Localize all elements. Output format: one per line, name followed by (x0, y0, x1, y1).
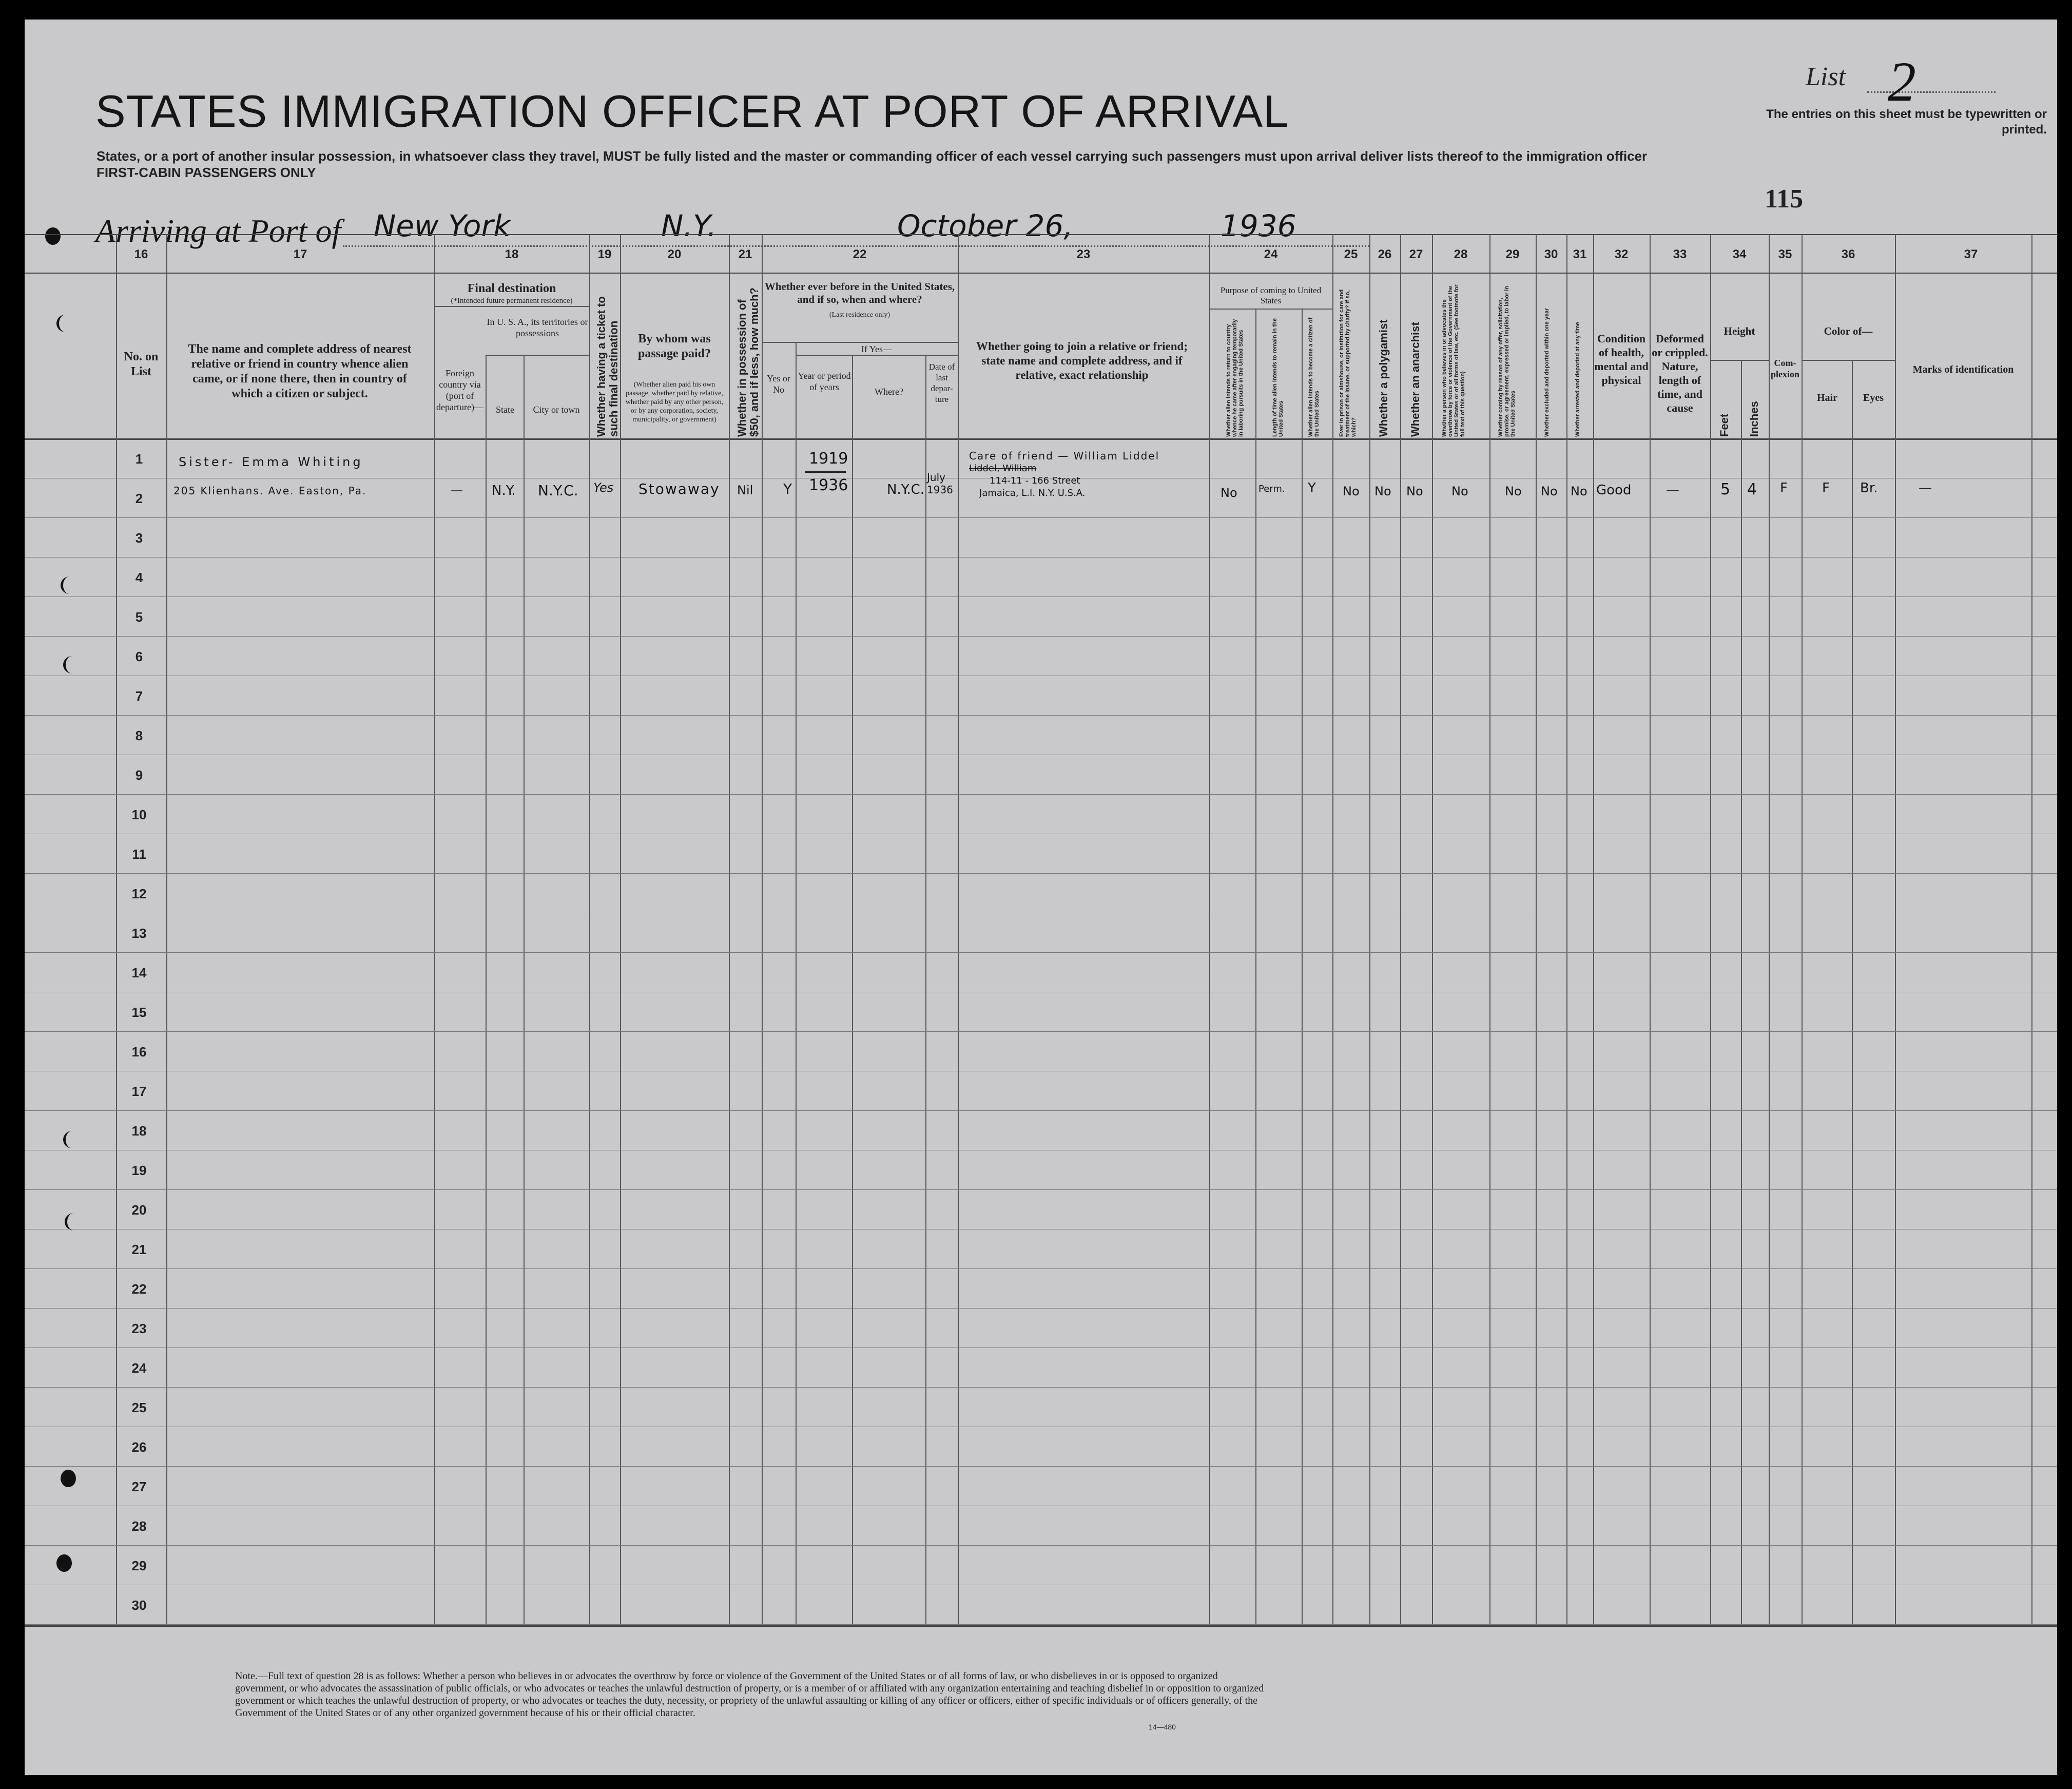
entry1-eyes: Br. (1860, 480, 1878, 496)
row-number: 11 (132, 847, 146, 862)
col-divider (1536, 234, 1537, 1625)
header-anarchist: Whether an anarchist (1409, 322, 1422, 437)
header-if-yes: If Yes— (861, 344, 892, 354)
row-number: 29 (131, 1558, 147, 1573)
col-number-29: 29 (1505, 247, 1520, 261)
entry1-year-divider (805, 471, 846, 473)
row-rule (25, 1624, 2057, 1625)
entry1-hair: F (1822, 480, 1830, 496)
entry1-year2: 1936 (809, 476, 848, 494)
col-divider (852, 355, 853, 1625)
header-possession-50: Whether in possession of $50, and if less, how much? (735, 287, 761, 437)
header-yes-no: Yes or No (767, 373, 790, 395)
row-number: 30 (131, 1598, 147, 1613)
col-divider (1332, 234, 1333, 1625)
row-number: 6 (135, 649, 143, 664)
col-divider (1255, 309, 1256, 1625)
header-height: Height (1724, 325, 1755, 337)
col-number-19: 19 (597, 247, 612, 261)
entry1-q25: No (1343, 484, 1360, 498)
entry1-foreign: — (451, 483, 463, 497)
list-underline (1867, 91, 1996, 93)
entry1-money: Nil (737, 483, 753, 497)
col-divider (1741, 360, 1742, 1625)
page-title: STATES IMMIGRATION OFFICER AT PORT OF ARRIVAL (95, 86, 1289, 137)
row-number: 7 (135, 688, 143, 704)
row-rule (25, 636, 2057, 637)
header-q28: Whether a person who believes in or advocates the overthrow by force or violence of the Government of the United States or of all forms of law, etc. (See footnote for full text of this question) (1441, 284, 1466, 437)
col-divider (1710, 234, 1711, 1625)
col-number-32: 32 (1614, 247, 1629, 261)
header-by-whom-note: (Whether alien paid his own passage, whether paid by relative, whether paid by any other person, or by any corporation, society, municipality, or government) (625, 381, 724, 424)
col-divider (2031, 234, 2032, 1625)
row-number: 26 (131, 1439, 147, 1455)
manifest-sheet (25, 20, 2057, 1775)
entries-note: The entries on this sheet must be typewritten or printed. (1766, 107, 2047, 137)
entry1-join-line2: Liddel, William (969, 463, 1037, 474)
row-number: 10 (131, 807, 147, 822)
header-prison: Ever in prison or almshouse, or institution for care and treatment of the insane, or supported by charity? If so, which? (1339, 289, 1357, 437)
subtitle-line-1: States, or a port of another insular possession, in whatsoever class they travel, MUST be fully listed and the master or commanding officer of each vessel carrying such passengers must upon arrival deliver lists thereof to the immigration officer (96, 148, 1648, 164)
entry1-passage: Stowaway (638, 480, 720, 497)
header-deformed: Deformed or crippled. Nature, length of time, and cause (1652, 332, 1708, 414)
entry1-yes-no: Y (783, 480, 792, 497)
manifest-table (25, 234, 2057, 1630)
col-divider (1802, 234, 1803, 1625)
table-bottom-rule (25, 1625, 2057, 1627)
row-number: 14 (131, 965, 147, 980)
row-rule (25, 794, 2057, 795)
row-number: 17 (131, 1084, 147, 1099)
col-number-23: 23 (1076, 247, 1091, 261)
entry1-q27: No (1406, 484, 1423, 498)
row-number: 25 (131, 1400, 147, 1415)
entry1-purpose-b: Perm. (1258, 484, 1285, 494)
column-number-rule (25, 273, 2057, 274)
header-marks: Marks of identification (1912, 364, 2014, 375)
header-date-last-departure: Date of last depar-ture (928, 362, 955, 404)
header-q30: Whether excluded and deported within one year (1544, 308, 1550, 437)
row-rule (25, 1308, 2057, 1309)
col-number-24: 24 (1264, 247, 1278, 261)
subtitle (96, 148, 1790, 181)
col-number-27: 27 (1409, 247, 1423, 261)
header-before-in-us: Whether ever before in the United States, and if so, when and where? (764, 280, 955, 305)
header-hair: Hair (1817, 392, 1837, 403)
row-number: 22 (131, 1281, 147, 1297)
col-divider (1895, 234, 1896, 1625)
col-number-20: 20 (667, 247, 682, 261)
row-rule (25, 873, 2057, 874)
col-divider (166, 234, 167, 1625)
header-final-destination-note: (*Intended future permanent residence) (451, 297, 573, 305)
row-number: 28 (131, 1518, 147, 1534)
state-value: N.Y. (661, 208, 717, 243)
entry1-q28: No (1451, 484, 1468, 498)
col-number-21: 21 (738, 247, 752, 261)
header-no-on-list: No. on List (124, 350, 159, 378)
col-divider (1209, 234, 1210, 1625)
subheader-rule (1710, 360, 1769, 361)
col-number-35: 35 (1778, 247, 1792, 261)
entry1-q29: No (1505, 484, 1522, 498)
header-purpose-b: Length of time alien intends to remain in the United States (1272, 318, 1284, 437)
entry1-q30: No (1541, 484, 1558, 498)
col-divider (925, 355, 926, 1625)
entry1-complexion: F (1780, 480, 1788, 496)
col-divider (1489, 234, 1490, 1625)
header-bottom-rule (25, 438, 2057, 440)
subheader-rule (486, 355, 589, 356)
entry1-departure: July 1936 (927, 471, 953, 496)
entry1-relative-line1: Sister- Emma Whiting (179, 455, 363, 469)
col-number-25: 25 (1344, 247, 1358, 261)
col-number-33: 33 (1673, 247, 1687, 261)
header-where: Where? (875, 387, 903, 397)
row-number: 24 (131, 1360, 147, 1376)
col-divider (434, 234, 435, 1625)
row-number: 16 (131, 1044, 147, 1060)
col-divider (620, 234, 621, 1625)
row-number: 3 (135, 530, 143, 546)
entry1-feet: 5 (1720, 480, 1731, 498)
header-foreign-country: Foreign country via (port of departure)— (436, 368, 483, 412)
row-rule (25, 1110, 2057, 1111)
row-number: 5 (135, 609, 143, 625)
col-divider (958, 234, 959, 1625)
row-rule (25, 1268, 2057, 1269)
header-purpose: Purpose of coming to United States (1220, 285, 1322, 305)
header-city: City or town (533, 405, 580, 415)
header-year-period: Year or period of years (798, 371, 851, 392)
date-value: October 26, (897, 208, 1073, 243)
col-divider (1432, 234, 1433, 1625)
entry1-q26: No (1374, 484, 1391, 498)
col-divider (1369, 234, 1370, 1625)
col-number-30: 30 (1544, 247, 1558, 261)
col-number-34: 34 (1732, 247, 1747, 261)
row-number: 8 (135, 728, 143, 743)
entry1-deformed: — (1666, 483, 1679, 498)
entry1-health: Good (1596, 483, 1632, 498)
header-q31: Whether arrested and deported at any time (1575, 322, 1581, 437)
col-divider (1400, 234, 1401, 1625)
footnote-q28: Note.—Full text of question 28 is as follows: Whether a person who believes in or advocates the overthrow by force or violence of the Government of the United States or of all forms of law, or who disbelieves in or is opposed to organized government, or who advocates the assassination of public officials, or who advocates or teaches the unlawful destruction of property, or is a member of or affiliated with any organization entertaining and teaching disbelief in or opposition to organized government or which teaches the unlawful destruction of property, or who advocates or teaches the duty, necessity, or propriety of the unlawful assaulting or killing of any officer or officers, either of specific individuals or of officers generally, of the Government of the United States or of any other organized government because of his or their official character. (235, 1670, 1264, 1719)
entry1-q31: No (1571, 484, 1587, 498)
row-rule (25, 952, 2057, 953)
entry1-join-line4: Jamaica, L.I. N.Y. U.S.A. (979, 488, 1086, 498)
entry1-state: N.Y. (492, 483, 516, 498)
col-number-37: 37 (1964, 247, 1978, 261)
col-divider (1650, 234, 1651, 1625)
form-code: 14—480 (1149, 1723, 1176, 1731)
entry1-purpose-a: No (1221, 486, 1237, 500)
port-value: New York (374, 208, 511, 243)
arriving-label: Arriving at Port of (95, 213, 341, 249)
header-health: Condition of health, mental and physical (1594, 332, 1649, 387)
row-rule (25, 1189, 2057, 1190)
col-number-31: 31 (1573, 247, 1587, 261)
header-polygamist: Whether a polygamist (1377, 319, 1390, 437)
row-rule (25, 517, 2057, 518)
col-divider (796, 342, 797, 1625)
header-in-usa: In U. S. A., its territories or possessions (487, 317, 588, 338)
col-divider (486, 355, 487, 1625)
header-color-of: Color of— (1824, 325, 1873, 337)
row-number: 15 (131, 1005, 147, 1020)
entry1-city: N.Y.C. (538, 482, 578, 499)
row-rule (25, 1466, 2057, 1467)
row-number: 18 (131, 1123, 147, 1139)
row-number: 21 (131, 1242, 147, 1257)
col-divider (589, 234, 590, 1625)
col-divider (1769, 234, 1770, 1625)
col-divider (1302, 309, 1303, 1625)
header-complexion: Com-plexion (1770, 358, 1799, 379)
col-number-16: 16 (134, 247, 148, 261)
col-divider (1852, 360, 1853, 1625)
col-number-28: 28 (1454, 247, 1468, 261)
entry1-join-line1: Care of friend — William Liddel (969, 450, 1160, 462)
entry1-ticket: Yes (593, 480, 614, 495)
col-divider (524, 355, 525, 1625)
header-final-destination: Final destination (467, 282, 556, 295)
list-label: List (1806, 62, 1846, 91)
row-number: 27 (131, 1479, 147, 1494)
header-state: State (496, 405, 514, 415)
entry1-join-line3: 114-11 - 166 Street (990, 475, 1080, 486)
col-number-26: 26 (1378, 247, 1392, 261)
row-number: 12 (131, 886, 147, 901)
row-rule (25, 1387, 2057, 1388)
row-rule (25, 715, 2057, 716)
subheader-rule (1209, 309, 1332, 310)
entry1-relative-line2: 205 Klienhans. Ave. Easton, Pa. (173, 485, 367, 497)
row-number: 2 (135, 491, 143, 506)
entry1-where: N.Y.C. (887, 482, 925, 497)
row-number: 23 (131, 1321, 147, 1336)
col-number-22: 22 (853, 247, 867, 261)
header-q29: Whether coming by reason of any offer, solicitation, promise, or agreement, expressed or implied, to labor in the United States (1498, 285, 1516, 437)
table-top-rule (25, 234, 2057, 235)
header-inches: Inches (1748, 401, 1760, 437)
col-number-18: 18 (505, 247, 519, 261)
col-divider (729, 234, 730, 1625)
row-number: 13 (131, 926, 147, 941)
year-value: 1936 (1221, 208, 1296, 243)
row-rule (25, 1545, 2057, 1546)
header-relative-address: The name and complete address of nearest relative or friend in country whence alien came, or if none there, then in country of which a citizen or subject. (188, 342, 412, 400)
row-number: 4 (135, 570, 143, 585)
subtitle-line-2: FIRST-CABIN PASSENGERS ONLY (96, 165, 316, 180)
header-purpose-a: Whether alien intends to return to country whence he came after engaging temporarily in laboring pursuits in the United States (1226, 319, 1244, 437)
row-number: 1 (135, 451, 143, 467)
header-ticket: Whether having a ticket to such final destination (595, 296, 620, 437)
col-number-17: 17 (293, 247, 307, 261)
entry1-inches: 4 (1747, 480, 1757, 498)
entry1-year1: 1919 (809, 450, 848, 468)
entry1-purpose-c: Y (1308, 480, 1316, 496)
col-divider (1593, 234, 1594, 1625)
row-rule (25, 1031, 2057, 1032)
list-number: 2 (1888, 50, 1916, 113)
entry1-marks: — (1919, 480, 1932, 496)
col-divider (762, 234, 763, 1625)
header-feet: Feet (1718, 413, 1731, 437)
row-number: 19 (131, 1163, 147, 1178)
col-divider (1566, 234, 1567, 1625)
reference-number: 115 (1765, 184, 1804, 214)
header-purpose-c: Whether alien intends to become a citizen of the United States (1308, 317, 1320, 437)
row-number: 9 (135, 767, 143, 783)
row-number: 20 (131, 1202, 147, 1218)
header-by-whom: By whom was passage paid? (637, 332, 711, 360)
header-join-relative: Whether going to join a relative or friend; state name and complete address, and if relative, exact relationship (976, 340, 1188, 381)
header-last-residence-only: (Last residence only) (829, 311, 890, 319)
col-number-36: 36 (1841, 247, 1855, 261)
header-eyes: Eyes (1863, 392, 1884, 403)
subheader-rule (1802, 360, 1895, 361)
